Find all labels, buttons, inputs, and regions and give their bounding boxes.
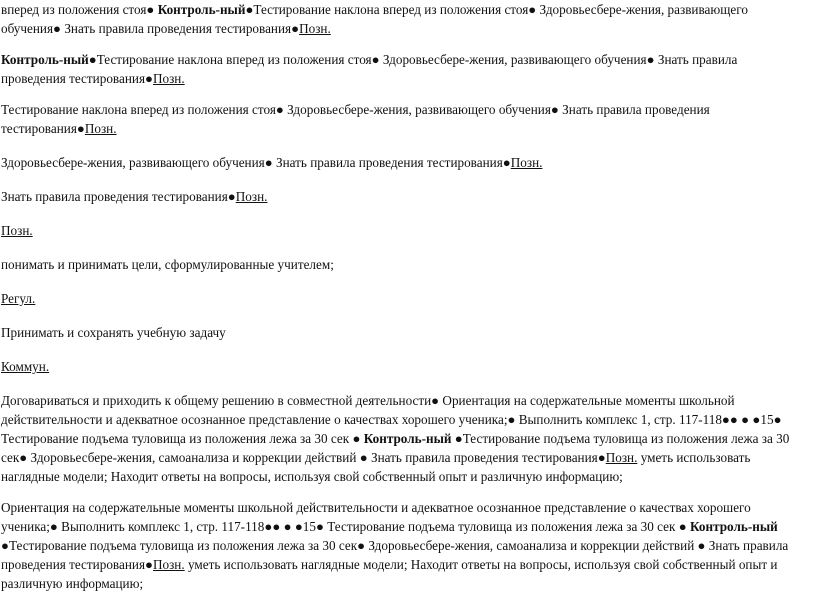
bold-term: Контроль-ный xyxy=(689,519,778,534)
section-label: Позн. xyxy=(605,450,638,465)
paragraph-3 xyxy=(1,100,802,138)
bold-term: Контроль-ный xyxy=(363,431,452,446)
text-run: ●Тестирование наклона вперед из положения стоя● Здоровьесбере-жения, развивающего обучения● Знать правила проведения тестирования● xyxy=(1,2,748,36)
paragraph-orientation xyxy=(1,498,802,593)
bold-term: Контроль-ный xyxy=(1,52,89,67)
text-run: ●Тестирование наклона вперед из положения стоя● Здоровьесбере-жения, развивающего обучения● Знать правила проведения тестирования● xyxy=(1,52,738,86)
bold-term: Контроль-ный xyxy=(157,2,246,17)
section-label: Позн. xyxy=(152,71,185,86)
text-run: Договариваться и приходить к общему решению в совместной деятельности● Ориентация на содержательные моменты школьной действительности и адекватное осознанное представление о качествах хорошего ученика;● Выполнить комплекс 1, стр. 117-118●● ● ●15● Тестирование подъема туловища из положения лежа за 30 сек ● xyxy=(1,393,782,446)
heading-regul xyxy=(1,289,802,308)
text-run: понимать и принимать цели, сформулированные учителем; xyxy=(1,257,334,272)
paragraph-1 xyxy=(1,0,802,38)
paragraph-5 xyxy=(1,187,802,206)
text-run: Знать правила проведения тестирования● xyxy=(1,189,236,204)
text-run: уметь использовать наглядные модели; Находит ответы на вопросы, используя свой собственный опыт и различную информацию; xyxy=(1,450,751,484)
text-run: уметь использовать наглядные модели; Находит ответы на вопросы, используя свой собственный опыт и различную информацию; xyxy=(1,557,778,591)
section-label: Позн. xyxy=(299,21,331,36)
section-label: Регул. xyxy=(1,291,36,306)
text-run: ●Тестирование подъема туловища из положения лежа за 30 сек● Здоровьесбере-жения, самоанализа и коррекции действий ● Знать правила проведения тестирования● xyxy=(1,431,790,465)
section-label: Позн. xyxy=(1,223,33,238)
text-run: Ориентация на содержательные моменты школьной действительности и адекватное осознанное представление о качествах хорошего ученика;● Выполнить комплекс 1, стр. 117-118●● ● ●15● Тестирование подъема туловища из положения лежа за 30 сек ● xyxy=(1,500,751,534)
paragraph-4 xyxy=(1,153,802,172)
text-run: Принимать и сохранять учебную задачу xyxy=(1,325,226,340)
text-run: ●Тестирование подъема туловища из положения лежа за 30 сек● Здоровьесбере-жения, самоанализа и коррекции действий ● Знать правила проведения тестирования● xyxy=(1,538,789,572)
heading-kommun xyxy=(1,357,802,376)
paragraph-task xyxy=(1,323,802,342)
paragraph-2 xyxy=(1,50,802,88)
paragraph-agree xyxy=(1,391,802,486)
paragraph-goals xyxy=(1,255,802,274)
text-run: вперед из положения стоя● xyxy=(1,2,158,17)
section-label: Коммун. xyxy=(1,359,50,374)
text-run: Тестирование наклона вперед из положения стоя● Здоровьесбере-жения, развивающего обучения● Знать правила проведения тестирования● xyxy=(1,102,710,136)
section-label: Позн. xyxy=(235,189,268,204)
section-label: Позн. xyxy=(510,155,543,170)
text-run: Здоровьесбере-жения, развивающего обучения● Знать правила проведения тестирования● xyxy=(1,155,511,170)
section-label: Позн. xyxy=(84,121,117,136)
heading-pozn xyxy=(1,221,802,240)
section-label: Позн. xyxy=(152,557,185,572)
